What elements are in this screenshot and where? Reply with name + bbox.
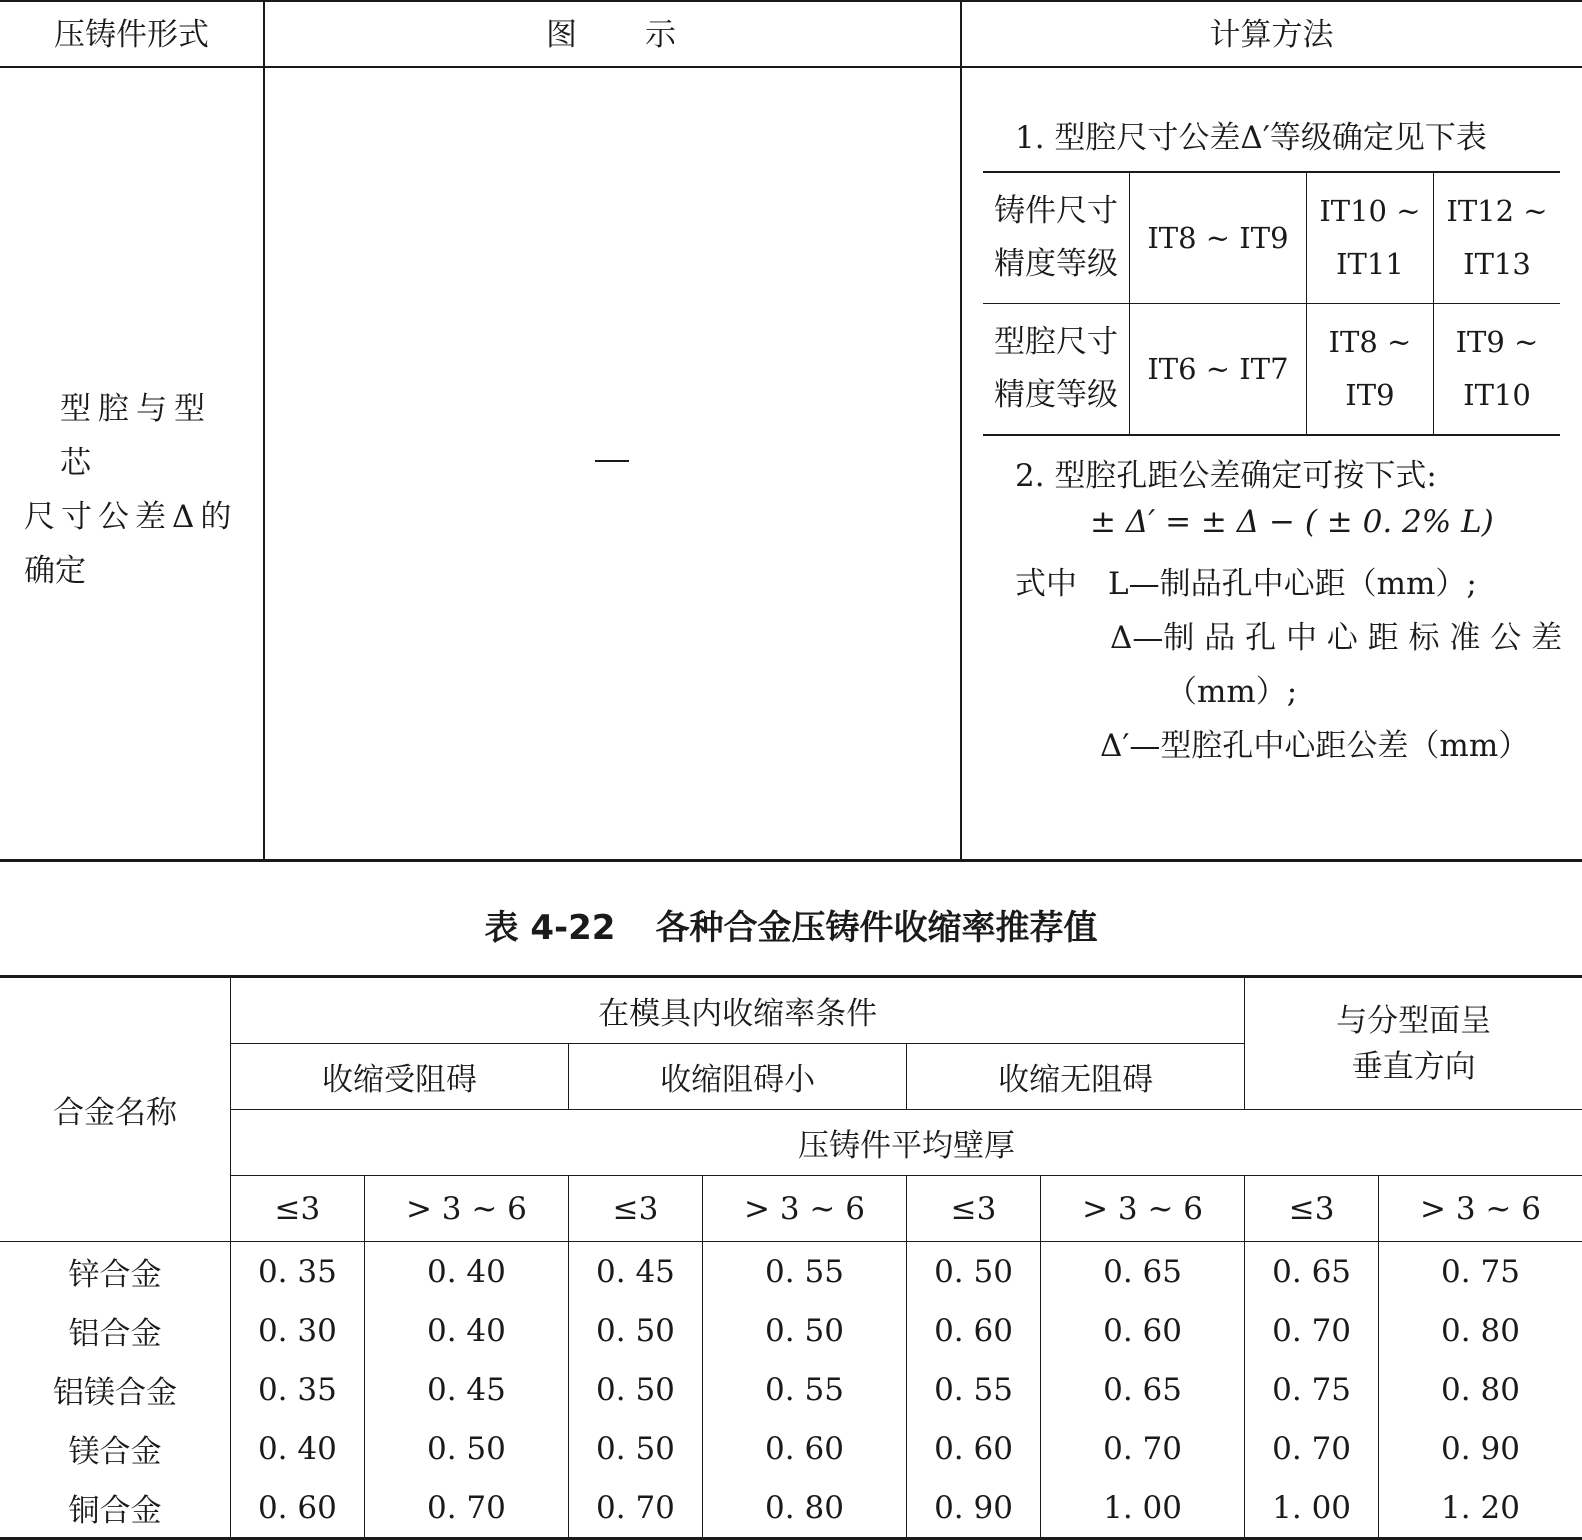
shrinkage-value-cell: 0. 70 [1245, 1301, 1379, 1360]
col-alloy-name: 合金名称 [0, 977, 231, 1242]
thickness-col: > 3 ~ 6 [1040, 1176, 1244, 1242]
thickness-col: > 3 ~ 6 [364, 1176, 568, 1242]
shrinkage-value-cell: 0. 50 [364, 1419, 568, 1478]
header-row-3 [0, 1110, 1582, 1176]
thickness-col: > 3 ~ 6 [702, 1176, 906, 1242]
sub-cell: 铸件尺寸 精度等级 [983, 172, 1130, 304]
method-where-2: Δ—制 品 孔 中 心 距 标 准 公 差 [1110, 620, 1563, 656]
table-row [0, 1242, 1582, 1302]
shrinkage-value-cell: 0. 75 [1378, 1242, 1582, 1302]
shrinkage-value-cell: 0. 55 [702, 1360, 906, 1419]
shrinkage-value-cell: 0. 90 [907, 1478, 1041, 1539]
thickness-col: ≤3 [231, 1176, 365, 1242]
header-method: 计算方法 [1209, 17, 1334, 53]
shrinkage-value-cell: 0. 80 [1378, 1360, 1582, 1419]
precision-sub-table [983, 171, 1560, 436]
form-cell [24, 382, 246, 598]
shrinkage-value-cell: 1. 20 [1378, 1478, 1582, 1539]
shrinkage-value-cell: 0. 55 [907, 1360, 1041, 1419]
shrinkage-value-cell: 0. 50 [569, 1301, 703, 1360]
shrinkage-value-cell: 0. 80 [1378, 1301, 1582, 1360]
method-where-3: Δ′—型腔孔中心距公差（mm） [1100, 728, 1530, 764]
shrinkage-value-cell: 0. 65 [1040, 1242, 1244, 1302]
perpendicular-line-2: 垂直方向 [1351, 1048, 1476, 1085]
shrinkage-rows [0, 1242, 1582, 1539]
group-perpendicular [1245, 977, 1582, 1110]
caption-number: 表 4-22 [484, 908, 616, 948]
table-row [0, 1419, 1582, 1478]
header-form: 压铸件形式 [54, 17, 209, 53]
shrinkage-value-cell: 0. 55 [702, 1242, 906, 1302]
header-row-1 [0, 977, 1582, 1044]
shrinkage-value-cell: 1. 00 [1245, 1478, 1379, 1539]
shrinkage-value-cell: 0. 60 [1040, 1301, 1244, 1360]
sub-cell: IT12 ~ IT13 [1433, 172, 1560, 304]
table-row [0, 1478, 1582, 1539]
shrinkage-value-cell: 0. 35 [231, 1242, 365, 1302]
sub-cell: IT8 ~ IT9 [1130, 172, 1307, 304]
header-rule [0, 66, 1582, 68]
thickness-col: > 3 ~ 6 [1378, 1176, 1582, 1242]
shrinkage-value-cell: 0. 50 [907, 1242, 1041, 1302]
shrinkage-value-cell: 0. 90 [1378, 1419, 1582, 1478]
method-step-2: 2. 型腔孔距公差确定可按下式: [1015, 458, 1437, 494]
table-row [0, 1301, 1582, 1360]
sub-cell: IT8 ~ IT9 [1306, 304, 1433, 436]
shrinkage-value-cell: 0. 75 [1245, 1360, 1379, 1419]
figure-dash [595, 460, 629, 462]
alloy-name-cell: 铝合金 [0, 1301, 231, 1360]
shrinkage-value-cell: 0. 70 [569, 1478, 703, 1539]
caption-title: 各种合金压铸件收缩率推荐值 [655, 908, 1098, 948]
thickness-col: ≤3 [907, 1176, 1041, 1242]
shrinkage-value-cell: 0. 45 [569, 1242, 703, 1302]
thickness-col: ≤3 [1245, 1176, 1379, 1242]
subgroup-unobstructed: 收缩无阻碍 [907, 1044, 1245, 1110]
shrinkage-value-cell: 0. 40 [231, 1419, 365, 1478]
sub-table-row [983, 304, 1560, 436]
method-where-2b: （mm）; [1166, 674, 1298, 710]
shrinkage-value-cell: 0. 65 [1040, 1360, 1244, 1419]
shrinkage-table [0, 975, 1582, 1540]
table-caption [0, 900, 1582, 949]
sub-table-row [983, 172, 1560, 304]
shrinkage-value-cell: 1. 00 [1040, 1478, 1244, 1539]
subgroup-slightly-obstructed: 收缩阻碍小 [569, 1044, 907, 1110]
shrinkage-value-cell: 0. 60 [702, 1419, 906, 1478]
alloy-name-cell: 铜合金 [0, 1478, 231, 1539]
shrinkage-value-cell: 0. 70 [1245, 1419, 1379, 1478]
group-in-mold: 在模具内收缩率条件 [231, 977, 1245, 1044]
shrinkage-value-cell: 0. 60 [907, 1419, 1041, 1478]
shrinkage-value-cell: 0. 30 [231, 1301, 365, 1360]
method-step-1: 1. 型腔尺寸公差Δ′等级确定见下表 [1015, 120, 1487, 156]
perpendicular-line-1: 与分型面呈 [1336, 1002, 1492, 1039]
shrinkage-value-cell: 0. 60 [231, 1478, 365, 1539]
thickness-col: ≤3 [569, 1176, 703, 1242]
col-divider-1 [263, 0, 265, 860]
form-line-3: 确定 [24, 553, 86, 589]
table-row [0, 1360, 1582, 1419]
shrinkage-value-cell: 0. 35 [231, 1360, 365, 1419]
form-line-1: 型腔与型芯 [60, 391, 212, 481]
shrinkage-value-cell: 0. 70 [1040, 1419, 1244, 1478]
alloy-name-cell: 锌合金 [0, 1242, 231, 1302]
alloy-name-cell: 镁合金 [0, 1419, 231, 1478]
shrinkage-value-cell: 0. 45 [364, 1360, 568, 1419]
shrinkage-value-cell: 0. 50 [702, 1301, 906, 1360]
method-formula: ± Δ′ = ± Δ − ( ± 0. 2% L) [1090, 504, 1494, 540]
shrinkage-value-cell: 0. 40 [364, 1301, 568, 1360]
method-where-1: 式中 L—制品孔中心距（mm）; [1015, 566, 1477, 602]
shrinkage-value-cell: 0. 50 [569, 1360, 703, 1419]
sub-cell: IT9 ~ IT10 [1433, 304, 1560, 436]
subgroup-obstructed: 收缩受阻碍 [231, 1044, 569, 1110]
sub-cell: IT6 ~ IT7 [1130, 304, 1307, 436]
sub-cell: 型腔尺寸 精度等级 [983, 304, 1130, 436]
shrinkage-value-cell: 0. 50 [569, 1419, 703, 1478]
shrinkage-value-cell: 0. 65 [1245, 1242, 1379, 1302]
shrinkage-value-cell: 0. 40 [364, 1242, 568, 1302]
shrinkage-value-cell: 0. 70 [364, 1478, 568, 1539]
alloy-name-cell: 铝镁合金 [0, 1360, 231, 1419]
header-figure: 图 示 [546, 17, 678, 53]
header-row-4 [0, 1176, 1582, 1242]
shrinkage-value-cell: 0. 60 [907, 1301, 1041, 1360]
col-divider-2 [960, 0, 962, 860]
bottom-rule [0, 859, 1582, 862]
shrinkage-value-cell: 0. 80 [702, 1478, 906, 1539]
sub-cell: IT10 ~ IT11 [1306, 172, 1433, 304]
form-line-2: 尺寸公差Δ的 [24, 499, 238, 535]
wall-thickness-header: 压铸件平均壁厚 [231, 1110, 1582, 1176]
top-rule [0, 0, 1582, 2]
